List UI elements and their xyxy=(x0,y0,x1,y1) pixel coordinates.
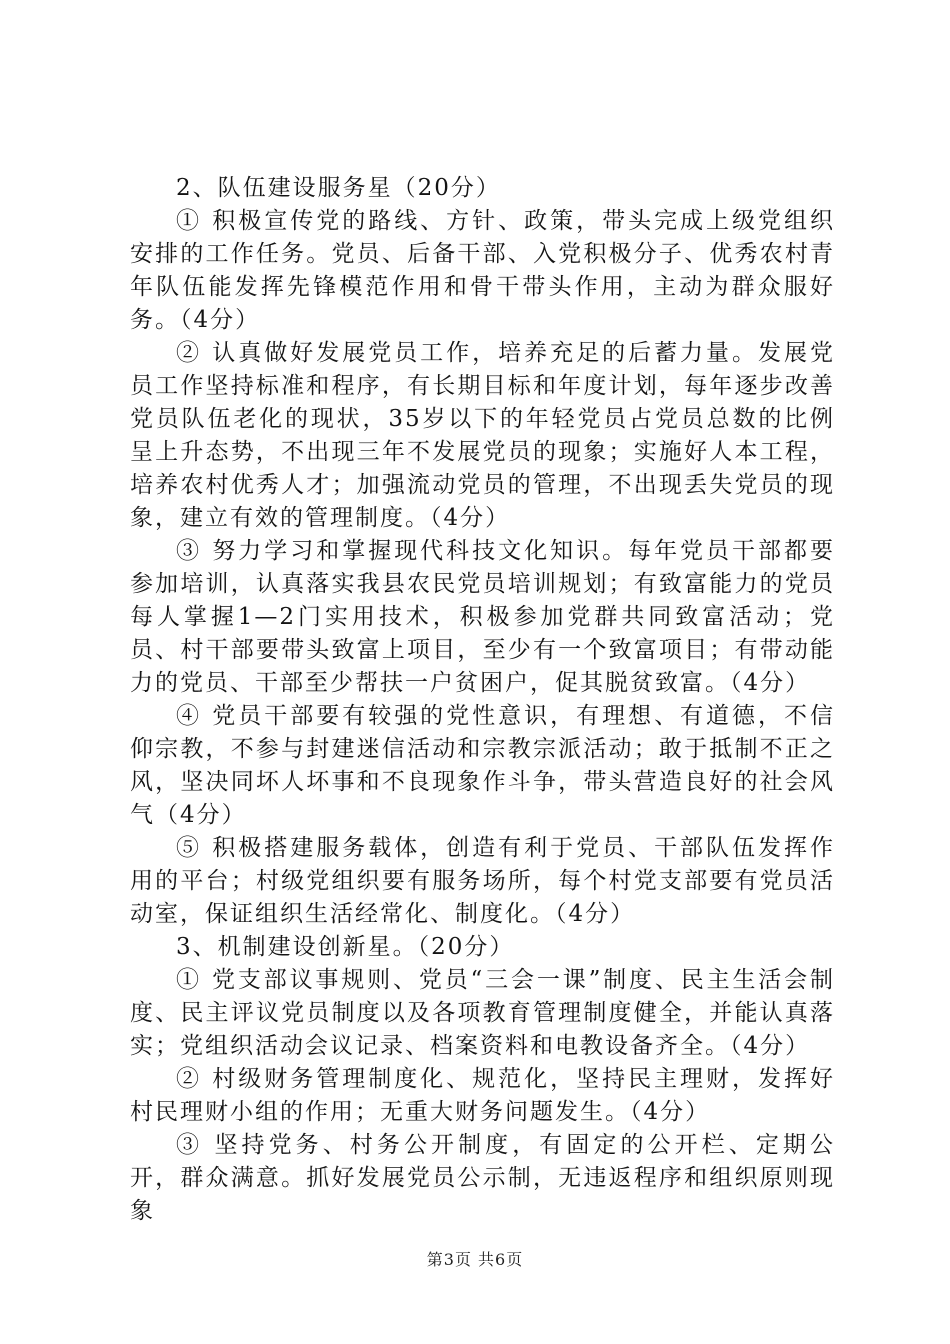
page-footer: 第3页 共6页 xyxy=(426,1250,524,1269)
paragraph-item-7: ② 村级财务管理制度化、规范化，坚持民主理财，发挥好村民理财小组的作用；无重大财务问题发生。（4分） xyxy=(130,1066,835,1125)
document-body xyxy=(130,172,835,1228)
paragraph-item-2: ② 认真做好发展党员工作，培养充足的后蓄力量。发展党员工作坚持标准和程序，有长期目标和年度计划，每年逐步改善党员队伍老化的现状，35岁以下的年轻党员占党员总数的比例呈上升态势，不出现三年不发展党员的现象；实施好人本工程，培养农村优秀人才；加强流动党员的管理，不出现丢失党员的现象，建立有效的管理制度。（4分） xyxy=(130,340,835,531)
section-heading-mechanism: 3、机制建设创新星。（20分） xyxy=(176,934,515,960)
section-heading-team-building: 2、队伍建设服务星（20分） xyxy=(176,175,501,201)
paragraph-item-5: ⑤ 积极搭建服务载体，创造有利于党员、干部队伍发挥作用的平台；村级党组织要有服务场所，每个村党支部要有党员活动室，保证组织生活经常化、制度化。（4分） xyxy=(130,835,835,927)
paragraph-item-4: ④ 党员干部要有较强的党性意识，有理想、有道德，不信仰宗教，不参与封建迷信活动和宗教宗派活动；敢于抵制不正之风，坚决同坏人坏事和不良现象作斗争，带头营造良好的社会风气（4分） xyxy=(130,703,835,828)
paragraph-item-1: ① 积极宣传党的路线、方针、政策，带头完成上级党组织安排的工作任务。党员、后备干部、入党积极分子、优秀农村青年队伍能发挥先锋模范作用和骨干带头作用，主动为群众服好务。（4分） xyxy=(130,208,835,333)
paragraph-item-3: ③ 努力学习和掌握现代科技文化知识。每年党员干部都要参加培训，认真落实我县农民党员培训规划；有致富能力的党员每人掌握1—2门实用技术，积极参加党群共同致富活动；党员、村干部要带头致富上项目，至少有一个致富项目；有带动能力的党员、干部至少帮扶一户贫困户，促其脱贫致富。（4分） xyxy=(130,538,835,696)
paragraph-item-8: ③ 坚持党务、村务公开制度，有固定的公开栏、定期公开，群众满意。抓好发展党员公示制，无违返程序和组织原则现象 xyxy=(130,1132,835,1224)
paragraph-item-6: ① 党支部议事规则、党员“三会一课”制度、民主生活会制度、民主评议党员制度以及各项教育管理制度健全，并能认真落实；党组织活动会议记录、档案资料和电教设备齐全。（4分） xyxy=(130,967,835,1059)
